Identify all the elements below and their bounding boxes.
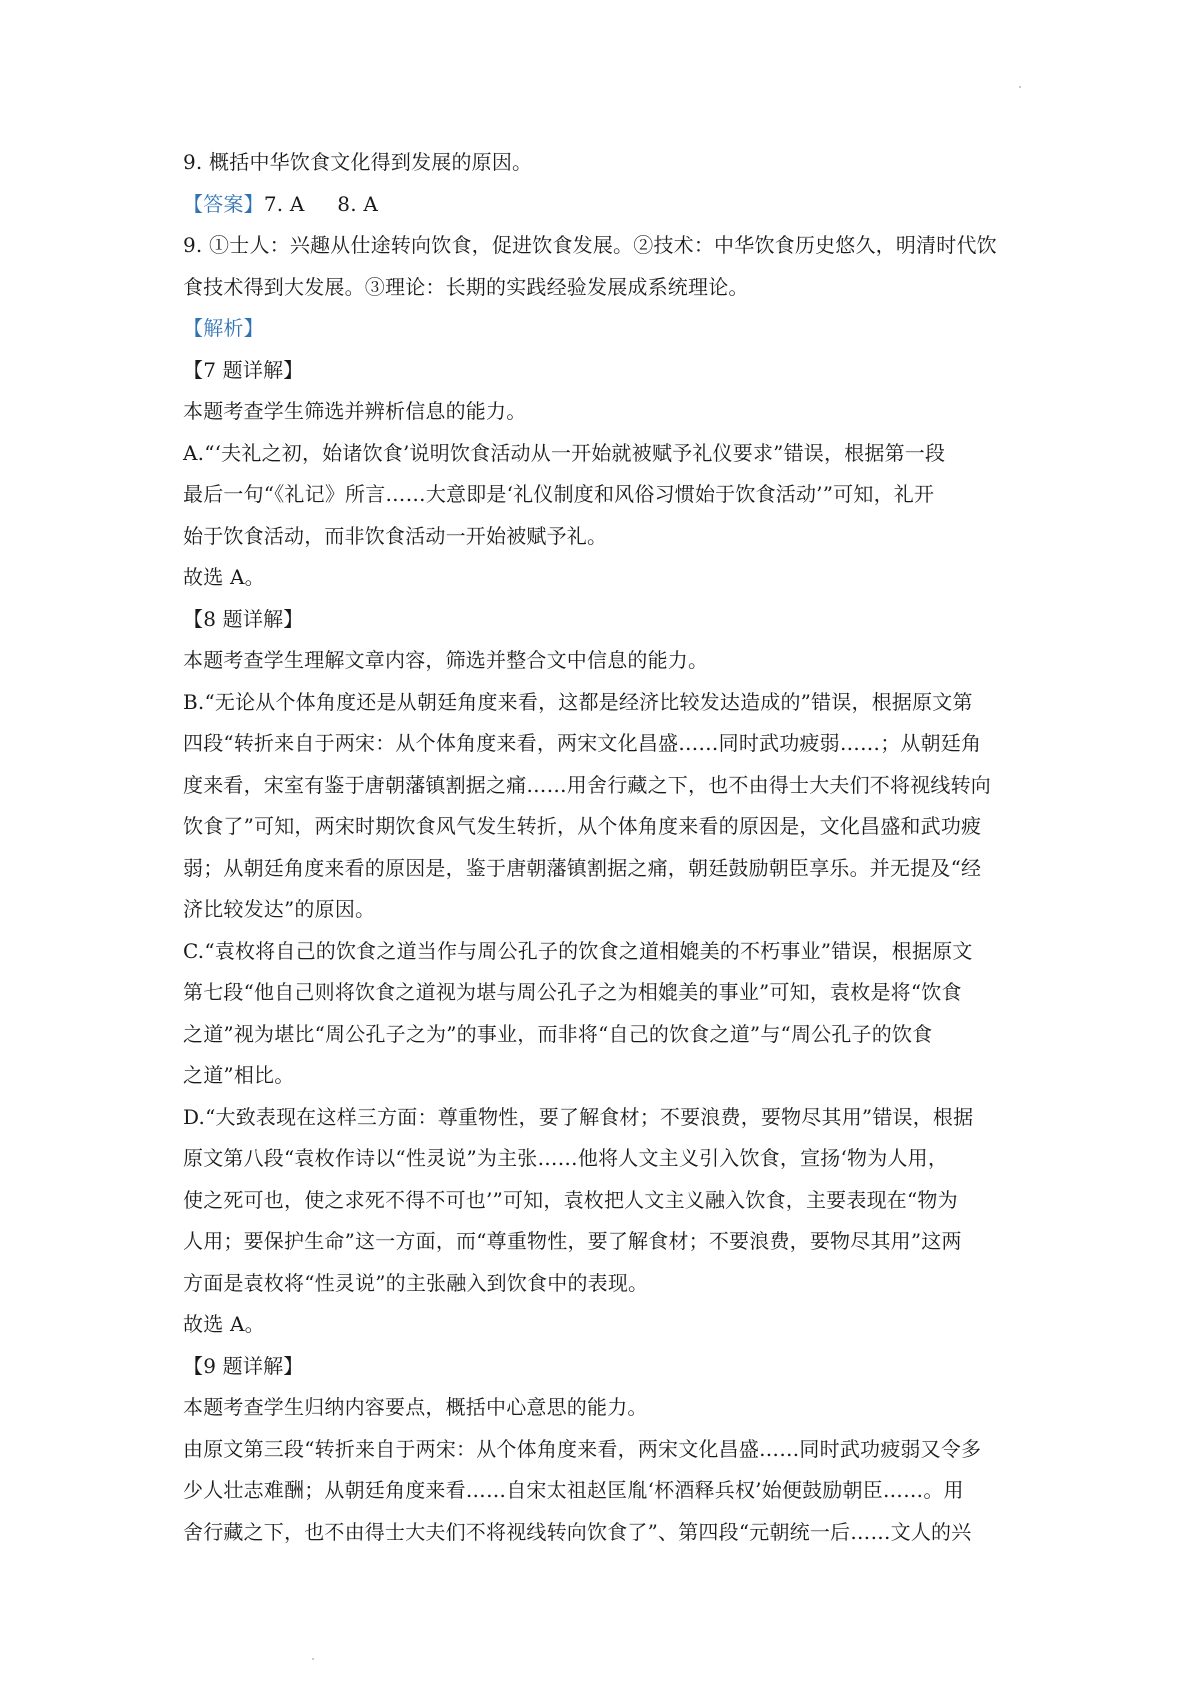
detail-8-line: 第七段“他自己则将饮食之道视为堪与周公孔子之为相媲美的事业”可知，袁枚是将“饮食 <box>183 980 962 1004</box>
q9-answer-line: 9. ①士人：兴趣从仕途转向饮食，促进饮食发展。②技术：中华饮食历史悠久，明清时代饮 <box>183 233 997 257</box>
scan-mark-bottom <box>312 1658 314 1660</box>
scan-mark-top <box>1019 86 1021 88</box>
detail-8-line: 之道”相比。 <box>183 1063 295 1087</box>
answer-line <box>183 184 1028 226</box>
question-9-prompt: 9. 概括中华饮食文化得到发展的原因。 <box>183 150 533 174</box>
detail-7-heading: 【7 题详解】 <box>183 357 304 382</box>
detail-8-line: 使之死可也，使之求死不得不可也’”可知，袁枚把人文主义融入饮食，主要表现在“物为 <box>183 1187 958 1212</box>
detail-8-intro: 本题考查学生理解文章内容，筛选并整合文中信息的能力。 <box>183 648 709 672</box>
document-page <box>183 142 1028 1553</box>
detail-9-line: 舍行藏之下，也不由得士大夫们不将视线转向饮食了”、第四段“元朝统一后……文人的兴 <box>183 1519 972 1544</box>
answer-text: 7. A 8. A <box>263 191 378 216</box>
detail-9-intro: 本题考查学生归纳内容要点，概括中心意思的能力。 <box>183 1395 648 1419</box>
analysis-tag: 【解析】 <box>183 316 264 340</box>
detail-9-line: 少人壮志难酬；从朝廷角度来看……自宋太祖赵匡胤‘杯酒释兵权’始便鼓励朝臣……。用 <box>183 1478 964 1502</box>
detail-8-line: 人用；要保护生命”这一方面，而“尊重物性，要了解食材；不要浪费，要物尽其用”这两 <box>183 1229 962 1253</box>
detail-7-line: 最后一句“《礼记》所言……大意即是‘礼仪制度和风俗习惯始于饮食活动’”可知，礼开 <box>183 482 935 506</box>
detail-7-intro: 本题考查学生筛选并辨析信息的能力。 <box>183 399 527 423</box>
answer-tag: 【答案】 <box>183 191 264 216</box>
detail-8-line: 度来看，宋室有鉴于唐朝藩镇割据之痛……用舍行藏之下，也不由得士大夫们不将视线转向 <box>183 772 991 797</box>
detail-7-conclusion: 故选 A。 <box>183 565 265 589</box>
detail-8-line: B.“无论从个体角度还是从朝廷角度来看，这都是经济比较发达造成的”错误，根据原文第 <box>183 689 973 714</box>
detail-8-line: 济比较发达”的原因。 <box>183 897 376 921</box>
detail-8-line: 四段“转折来自于两宋：从个体角度来看，两宋文化昌盛……同时武功疲弱……；从朝廷角 <box>183 731 982 755</box>
detail-8-line: D.“大致表现在这样三方面：尊重物性，要了解食材；不要浪费，要物尽其用”错误，根据 <box>183 1104 974 1129</box>
detail-8-conclusion: 故选 A。 <box>183 1312 265 1336</box>
detail-8-line: 方面是袁枚将“性灵说”的主张融入到饮食中的表现。 <box>183 1270 649 1295</box>
detail-8-line: 之道”视为堪比“周公孔子之为”的事业，而非将“自己的饮食之道”与“周公孔子的饮食 <box>183 1021 933 1046</box>
detail-7-line: A.“‘夫礼之初，始诸饮食’说明饮食活动从一开始就被赋予礼仪要求”错误，根据第一段 <box>183 440 946 465</box>
detail-8-line: C.“袁枚将自己的饮食之道当作与周公孔子的饮食之道相媲美的不朽事业”错误，根据原文 <box>183 938 973 963</box>
detail-7-line: 始于饮食活动，而非饮食活动一开始被赋予礼。 <box>183 523 608 548</box>
detail-8-heading: 【8 题详解】 <box>183 606 304 631</box>
detail-8-line: 饮食了”可知，两宋时期饮食风气发生转折，从个体角度来看的原因是，文化昌盛和武功疲 <box>183 814 982 838</box>
detail-8-line: 弱；从朝廷角度来看的原因是，鉴于唐朝藩镇割据之痛，朝廷鼓励朝臣享乐。并无提及“经 <box>183 855 982 880</box>
detail-9-heading: 【9 题详解】 <box>183 1353 304 1378</box>
detail-8-line: 原文第八段“袁枚作诗以“性灵说”为主张……他将人文主义引入饮食，宣扬‘物为人用， <box>183 1146 949 1170</box>
detail-9-line: 由原文第三段“转折来自于两宋：从个体角度来看，两宋文化昌盛……同时武功疲弱又令多 <box>183 1436 982 1461</box>
q9-answer-line: 食技术得到大发展。③理论：长期的实践经验发展成系统理论。 <box>183 274 749 299</box>
